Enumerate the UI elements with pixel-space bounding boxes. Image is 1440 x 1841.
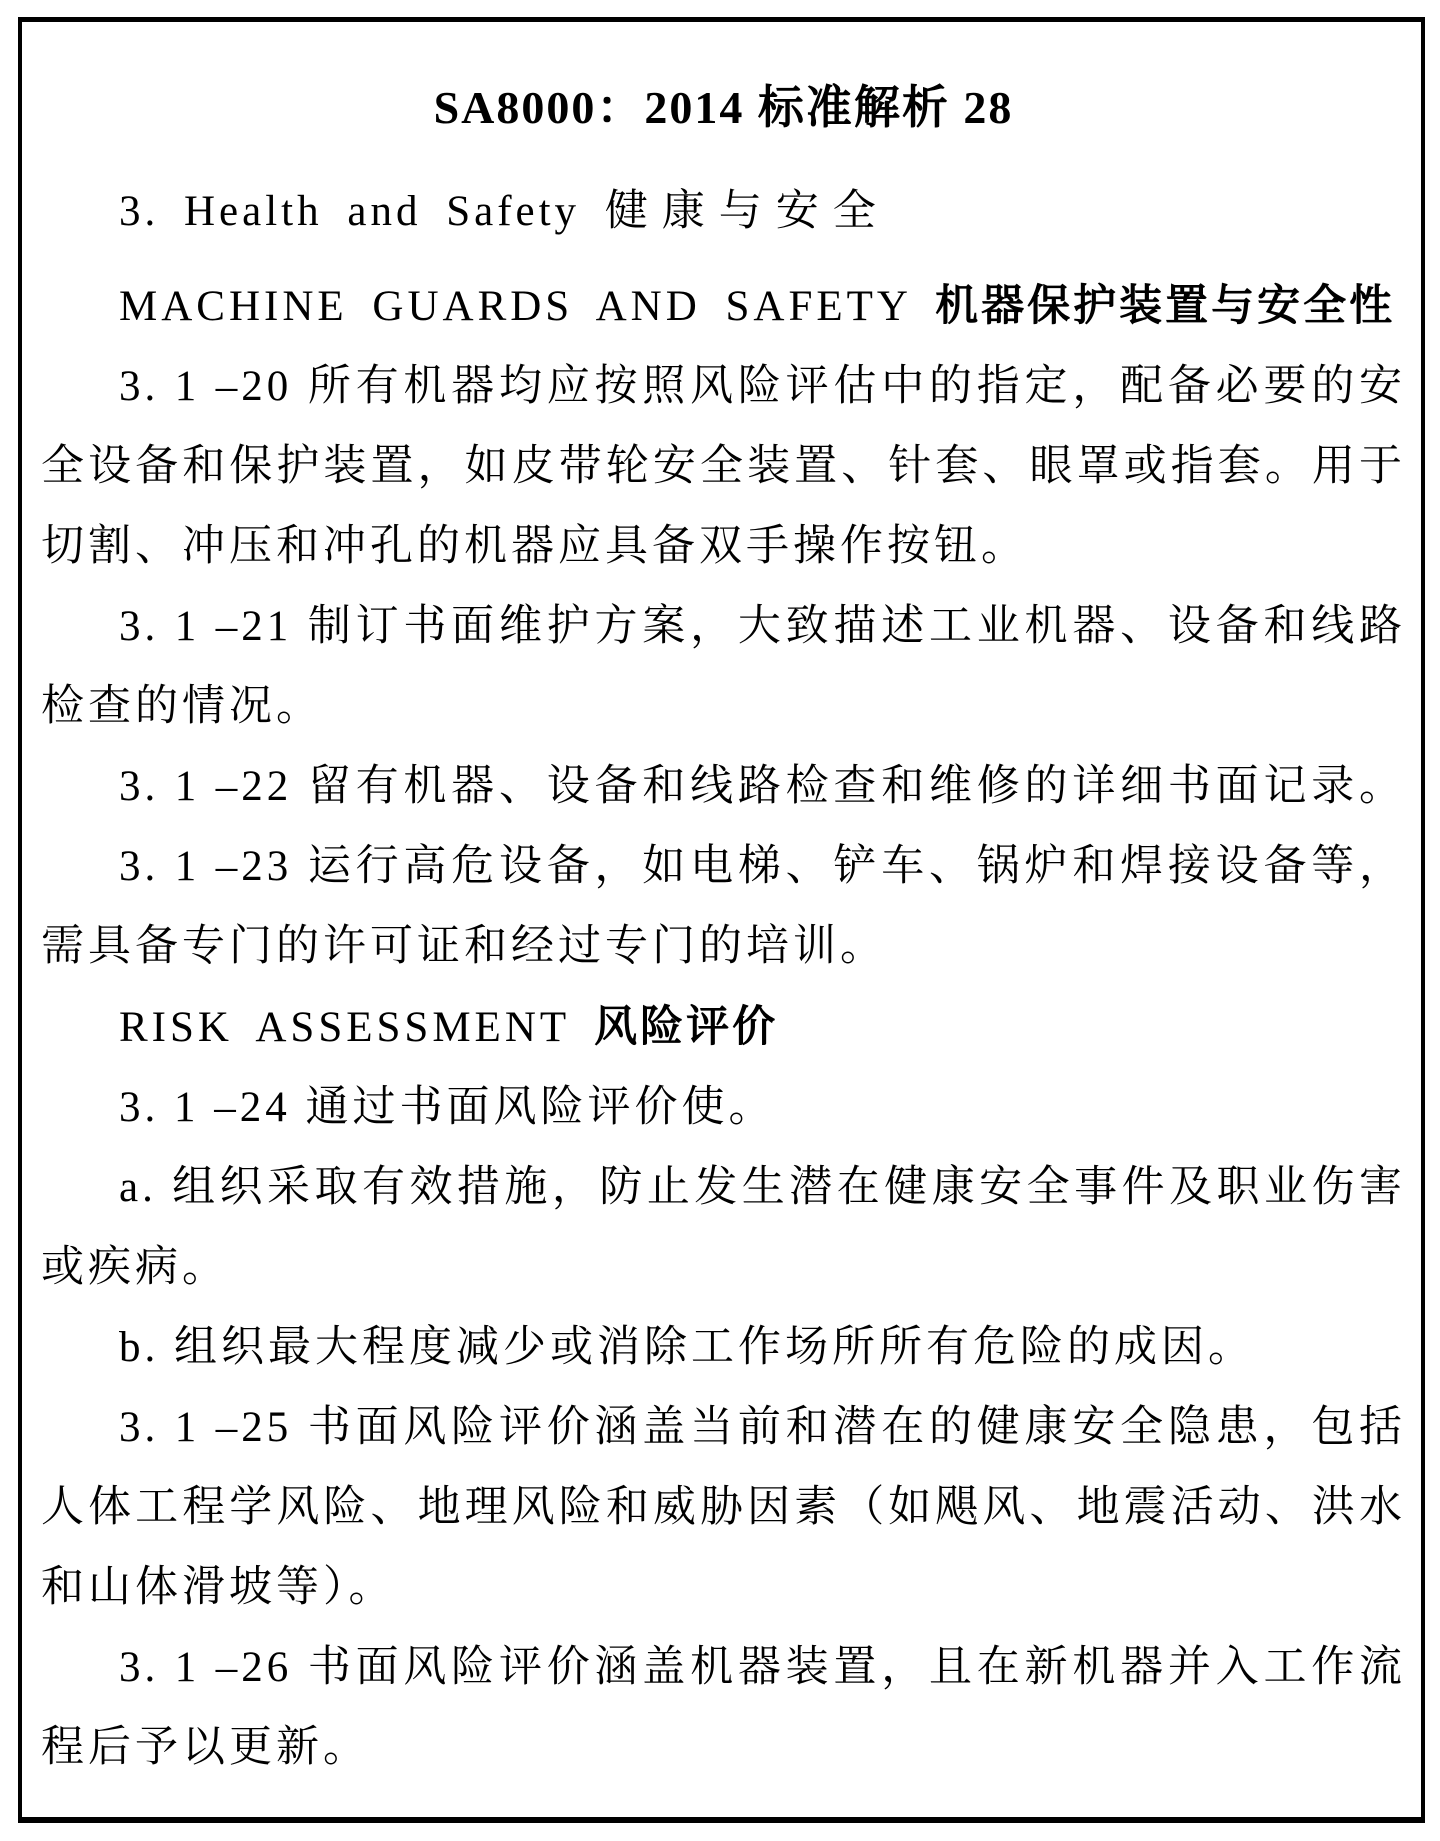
risk-assessment-heading-en: RISK ASSESSMENT: [119, 1004, 595, 1051]
item-b-line1: b. 组织最大程度减少或消除工作场所所有危险的成因。: [119, 1324, 1255, 1371]
p23-line2: 需具备专门的许可证和经过专门的培训。: [41, 923, 887, 970]
page-content: [22, 22, 1421, 1788]
page-border: [18, 17, 1425, 1823]
p26-line2: 程后予以更新。: [41, 1724, 370, 1771]
risk-assessment-heading: [41, 987, 1406, 1068]
p24-line1: 3. 1 –24 通过书面风险评价使。: [119, 1084, 776, 1131]
machine-guards-heading-en: MACHINE GUARDS AND SAFETY: [119, 283, 936, 330]
p21-line1: 3. 1 –21 制订书面维护方案，大致描述工业机器、设备和线路: [119, 603, 1406, 650]
p23-line1: 3. 1 –23 运行高危设备，如电梯、铲车、锅炉和焊接设备等，: [119, 843, 1406, 890]
machine-guards-heading: [41, 266, 1406, 347]
p22-line1: 3. 1 –22 留有机器、设备和线路检查和维修的详细书面记录。: [119, 763, 1406, 810]
p25-line3: 和山体滑坡等）。: [41, 1564, 396, 1611]
section-heading: [41, 172, 1406, 252]
p21-line2: 检查的情况。: [41, 683, 323, 730]
item-a-line2: 或疾病。: [41, 1244, 229, 1291]
machine-guards-heading-zh: 机器保护装置与安全性: [935, 282, 1396, 330]
p20-line2: 全设备和保护装置，如皮带轮安全装置、针套、眼罩或指套。用于: [41, 443, 1406, 490]
section-heading-zh: 健康与安全: [604, 188, 890, 235]
section-heading-en: 3. Health and Safety: [119, 188, 605, 235]
page-title: SA8000：2014 标准解析 28: [433, 82, 1014, 133]
p25-line1: 3. 1 –25 书面风险评价涵盖当前和潜在的健康安全隐患，包括: [119, 1404, 1406, 1451]
p20-line1: 3. 1 –20 所有机器均应按照风险评估中的指定，配备必要的安: [119, 363, 1406, 410]
risk-assessment-heading-zh: 风险评价: [594, 1003, 779, 1051]
p25-line2: 人体工程学风险、地理风险和威胁因素（如飓风、地震活动、洪水: [41, 1484, 1406, 1531]
p26-line1: 3. 1 –26 书面风险评价涵盖机器装置，且在新机器并入工作流: [119, 1644, 1406, 1691]
item-a-line1: a. 组织采取有效措施，防止发生潜在健康安全事件及职业伤害: [119, 1164, 1406, 1211]
p20-line3: 切割、冲压和冲孔的机器应具备双手操作按钮。: [41, 523, 1028, 570]
